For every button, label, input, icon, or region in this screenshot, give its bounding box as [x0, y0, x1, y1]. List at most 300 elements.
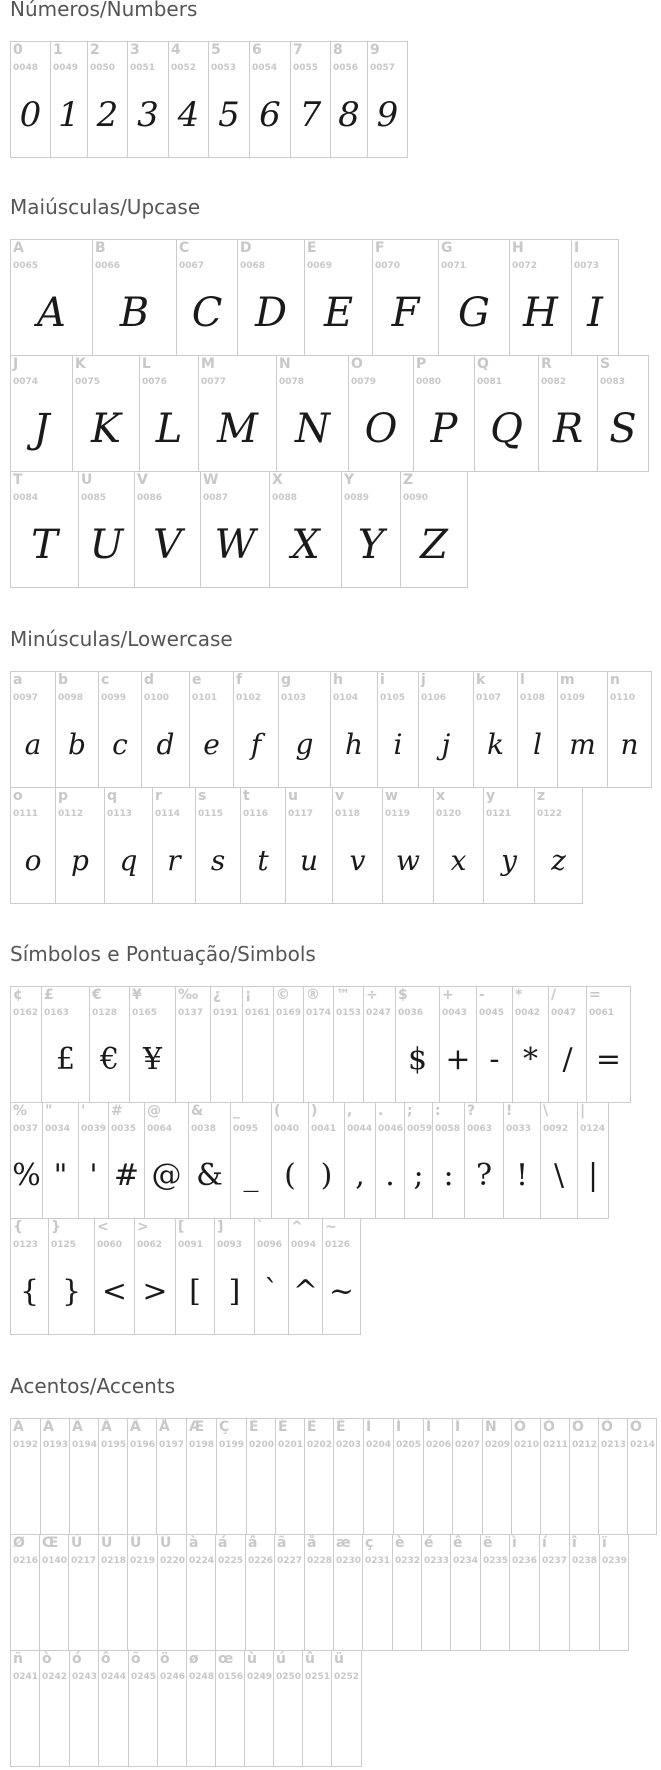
glyph-code-label: 0087 — [203, 493, 229, 503]
glyph-character-label: Q — [477, 356, 489, 372]
glyph-character-label: Ü — [160, 1535, 172, 1551]
glyph-cell — [503, 1102, 541, 1219]
glyph-sample: , — [355, 1158, 365, 1193]
glyph-sample: % — [12, 1158, 41, 1193]
glyph-code-label: 0203 — [336, 1440, 362, 1450]
glyph-character-label: Ë — [336, 1419, 346, 1435]
glyph-character-label: ^ — [291, 1219, 303, 1235]
glyph-code-label: 0121 — [486, 809, 512, 819]
glyph-sample — [512, 1463, 540, 1521]
glyph-code-label: 0235 — [483, 1556, 509, 1566]
glyph-cell — [548, 986, 587, 1103]
glyph-character-label: E — [307, 240, 317, 256]
glyph-grid-upcase — [10, 239, 649, 588]
glyph-cell — [157, 1650, 187, 1767]
glyph-character-label: ó — [72, 1651, 82, 1667]
glyph-code-label: 0137 — [178, 1008, 204, 1018]
glyph-cell — [557, 671, 608, 788]
glyph-cell — [332, 787, 383, 904]
glyph-character-label: D — [240, 240, 252, 256]
glyph-cell — [377, 671, 419, 788]
glyph-sample: ) — [320, 1158, 333, 1193]
glyph-character-label: { — [13, 1219, 23, 1235]
glyph-sample: \ — [553, 1158, 565, 1193]
glyph-code-label: 0118 — [335, 809, 361, 819]
glyph-character-label: l — [520, 672, 525, 688]
glyph-sample — [393, 1579, 421, 1637]
glyph-character-label: A — [13, 240, 24, 256]
glyph-cell — [216, 1418, 247, 1535]
glyph-character-label: ? — [467, 1103, 476, 1119]
glyph-cell — [322, 1218, 361, 1335]
glyph-character-label: 9 — [370, 42, 380, 58]
glyph-character-label: 8 — [333, 42, 343, 58]
glyph-character-label: Ò — [514, 1419, 526, 1435]
glyph-sample — [187, 1695, 215, 1753]
glyph-code-label: 0247 — [366, 1008, 392, 1018]
glyph-character-label: ` — [257, 1219, 264, 1235]
glyph-cell — [367, 41, 408, 158]
glyph-grid-accents — [10, 1418, 657, 1767]
glyph-row — [10, 787, 652, 904]
glyph-code-label: 0196 — [130, 1440, 156, 1450]
glyph-character-label: J — [13, 356, 19, 372]
glyph-code-label: 0051 — [130, 63, 156, 73]
glyph-code-label: 0236 — [512, 1556, 538, 1566]
glyph-character-label: 1 — [53, 42, 63, 58]
glyph-code-label: 0072 — [512, 261, 538, 271]
glyph-code-label: 0097 — [13, 693, 39, 703]
glyph-sample: g — [295, 728, 314, 761]
glyph-code-label: 0219 — [130, 1556, 156, 1566]
glyph-cell — [78, 1102, 109, 1219]
glyph-cell — [215, 1650, 245, 1767]
glyph-code-label: 0052 — [171, 63, 197, 73]
glyph-cell — [278, 671, 331, 788]
glyph-sample — [332, 1695, 361, 1753]
glyph-sample: > — [142, 1274, 168, 1309]
glyph-sample: u — [299, 844, 319, 877]
glyph-cell — [10, 1534, 40, 1651]
glyph-code-label: 0218 — [101, 1556, 127, 1566]
glyph-character-label: å — [307, 1535, 317, 1551]
glyph-code-label: 0058 — [435, 1124, 461, 1134]
glyph-cell — [10, 239, 93, 356]
glyph-code-label: 0248 — [189, 1672, 215, 1682]
glyph-sample — [158, 1695, 186, 1753]
glyph-code-label: 0244 — [101, 1672, 127, 1682]
glyph-cell — [254, 1218, 289, 1335]
glyph-code-label: 0034 — [45, 1124, 71, 1134]
glyph-sample: " — [53, 1158, 68, 1193]
glyph-code-label: 0192 — [13, 1440, 39, 1450]
glyph-sample: a — [24, 728, 42, 761]
glyph-character-label: * — [515, 987, 523, 1003]
glyph-code-label: 0251 — [305, 1672, 331, 1682]
glyph-cell — [273, 986, 304, 1103]
section-title-symbols: Símbolos e Pontuação/Simbols — [10, 942, 316, 966]
glyph-sample: b — [68, 728, 86, 761]
glyph-character-label: À — [13, 1419, 24, 1435]
glyph-cell — [375, 1102, 405, 1219]
glyph-code-label: 0113 — [107, 809, 133, 819]
glyph-code-label: 0116 — [243, 809, 269, 819]
glyph-character-label: e — [192, 672, 202, 688]
glyph-character-label: Ä — [130, 1419, 141, 1435]
glyph-sample: 9 — [376, 95, 399, 135]
glyph-character-label: P — [416, 356, 427, 372]
glyph-character-label: ì — [512, 1535, 517, 1551]
section-title-upcase: Maiúsculas/Upcase — [10, 195, 201, 219]
glyph-character-label: ! — [506, 1103, 513, 1119]
glyph-code-label: 0169 — [276, 1008, 302, 1018]
glyph-code-label: 0068 — [240, 261, 266, 271]
glyph-code-label: 0209 — [485, 1440, 511, 1450]
glyph-sample — [276, 1463, 304, 1521]
glyph-code-label: 0195 — [101, 1440, 127, 1450]
glyph-sample: d — [156, 728, 175, 761]
glyph-code-label: 0228 — [307, 1556, 333, 1566]
glyph-cell — [363, 986, 396, 1103]
glyph-cell — [382, 787, 434, 904]
glyph-sample: p — [71, 844, 89, 877]
glyph-cell — [330, 671, 378, 788]
glyph-cell — [534, 787, 583, 904]
glyph-character-label: H — [512, 240, 524, 256]
glyph-cell — [433, 787, 484, 904]
glyph-character-label: ) — [311, 1103, 318, 1119]
glyph-cell — [273, 1650, 303, 1767]
glyph-code-label: 0250 — [276, 1672, 302, 1682]
glyph-cell — [288, 1218, 323, 1335]
glyph-sample: ` — [264, 1274, 279, 1309]
glyph-code-label: 0122 — [537, 809, 563, 819]
glyph-code-label: 0037 — [13, 1124, 39, 1134]
glyph-code-label: 0112 — [58, 809, 84, 819]
glyph-sample: 6 — [259, 95, 281, 135]
glyph-character-label: Â — [72, 1419, 83, 1435]
glyph-code-label: 0153 — [336, 1008, 362, 1018]
glyph-character-label: î — [572, 1535, 577, 1551]
glyph-row — [10, 1218, 631, 1335]
glyph-code-label: 0083 — [600, 377, 626, 387]
section-title-numbers: Números/Numbers — [10, 0, 198, 21]
glyph-cell — [303, 986, 334, 1103]
glyph-cell — [597, 355, 649, 472]
glyph-sample — [128, 1463, 156, 1521]
glyph-code-label: 0194 — [72, 1440, 98, 1450]
glyph-code-label: 0093 — [217, 1240, 243, 1250]
glyph-sample: H — [523, 290, 558, 336]
glyph-cell — [476, 986, 513, 1103]
glyph-character-label: 3 — [130, 42, 140, 58]
glyph-character-label: ü — [334, 1651, 344, 1667]
glyph-character-label: < — [97, 1219, 109, 1235]
glyph-sample: D — [254, 290, 288, 336]
glyph-sample — [305, 1579, 333, 1637]
glyph-character-label: " — [45, 1103, 53, 1119]
glyph-sample: ' — [89, 1158, 98, 1193]
glyph-sample: f — [250, 728, 262, 761]
glyph-sample — [424, 1463, 452, 1521]
glyph-sample — [600, 1579, 628, 1637]
glyph-cell — [290, 41, 331, 158]
glyph-character-label: q — [107, 788, 118, 804]
glyph-cell — [450, 1534, 481, 1651]
glyph-character-label: h — [333, 672, 343, 688]
glyph-code-label: 0249 — [247, 1672, 273, 1682]
glyph-character-label: o — [13, 788, 23, 804]
glyph-sample: - — [489, 1042, 500, 1077]
glyph-code-label: 0042 — [515, 1008, 541, 1018]
glyph-sample: | — [587, 1158, 599, 1193]
glyph-character-label: / — [551, 987, 557, 1003]
glyph-cell — [304, 239, 373, 356]
glyph-sample — [157, 1463, 186, 1521]
glyph-code-label: 0045 — [479, 1008, 505, 1018]
glyph-sample — [11, 1579, 39, 1637]
glyph-sample: r — [167, 844, 181, 877]
glyph-cell — [127, 1534, 158, 1651]
glyph-sample: s — [210, 844, 226, 877]
glyph-code-label: 0098 — [58, 693, 84, 703]
glyph-character-label: v — [335, 788, 345, 804]
glyph-sample — [40, 1579, 68, 1637]
glyph-sample: : — [443, 1158, 454, 1193]
glyph-row — [10, 471, 649, 588]
glyph-character-label: ê — [453, 1535, 463, 1551]
glyph-code-label: 0100 — [144, 693, 170, 703]
glyph-sample: U — [89, 522, 124, 568]
glyph-code-label: 0119 — [385, 809, 411, 819]
glyph-sample — [274, 1695, 302, 1753]
glyph-sample: e — [203, 728, 220, 761]
glyph-code-label: 0216 — [13, 1556, 39, 1566]
glyph-code-label: 0230 — [336, 1556, 362, 1566]
glyph-character-label: Ô — [572, 1419, 584, 1435]
glyph-cell — [72, 355, 140, 472]
glyph-cell — [395, 986, 440, 1103]
glyph-cell — [156, 1418, 187, 1535]
glyph-row — [10, 1534, 657, 1651]
glyph-sample: ¥ — [142, 1042, 163, 1077]
glyph-cell — [512, 986, 549, 1103]
glyph-sample: = — [595, 1042, 622, 1077]
glyph-code-label: 0140 — [42, 1556, 68, 1566]
glyph-code-label: 0231 — [365, 1556, 391, 1566]
glyph-code-label: 0198 — [189, 1440, 215, 1450]
glyph-code-label: 0161 — [245, 1008, 271, 1018]
glyph-character-label: Ï — [455, 1419, 461, 1435]
glyph-sample: } — [61, 1274, 82, 1309]
glyph-character-label: Ö — [630, 1419, 642, 1435]
glyph-cell — [78, 471, 135, 588]
glyph-character-label: O — [351, 356, 363, 372]
glyph-code-label: 0252 — [334, 1672, 360, 1682]
glyph-code-label: 0225 — [218, 1556, 244, 1566]
section-title-lowercase: Minúsculas/Lowercase — [10, 627, 233, 651]
glyph-sample — [599, 1463, 627, 1521]
glyph-code-label: 0041 — [311, 1124, 337, 1134]
glyph-sample: T — [31, 522, 58, 568]
glyph-sample — [303, 1695, 331, 1753]
glyph-character-label: É — [278, 1419, 288, 1435]
glyph-code-label: 0088 — [272, 493, 298, 503]
glyph-cell — [98, 671, 142, 788]
glyph-cell — [302, 1650, 332, 1767]
glyph-character-label: Ø — [13, 1535, 25, 1551]
glyph-code-label: 0070 — [375, 261, 401, 271]
glyph-sample: G — [458, 290, 490, 336]
glyph-cell — [372, 239, 439, 356]
glyph-character-label: ô — [101, 1651, 111, 1667]
glyph-sample: E — [323, 290, 354, 336]
glyph-cell — [208, 41, 250, 158]
glyph-row — [10, 986, 631, 1103]
glyph-sample: t — [257, 844, 269, 877]
glyph-code-label: 0089 — [344, 493, 370, 503]
glyph-sample — [364, 1463, 393, 1521]
glyph-character-label: í — [542, 1535, 547, 1551]
glyph-sample: F — [391, 290, 420, 336]
glyph-character-label: à — [189, 1535, 199, 1551]
glyph-character-label: K — [75, 356, 86, 372]
glyph-sample: J — [33, 406, 50, 452]
glyph-sample: ] — [228, 1274, 241, 1309]
glyph-character-label: ~ — [325, 1219, 337, 1235]
glyph-sample: Q — [490, 406, 523, 452]
glyph-character-label: C — [179, 240, 190, 256]
glyph-code-label: 0200 — [249, 1440, 275, 1450]
glyph-character-label: Œ — [42, 1535, 59, 1551]
glyph-character-label: Ì — [366, 1419, 372, 1435]
glyph-sample: 3 — [137, 95, 159, 135]
glyph-cell — [40, 1418, 70, 1535]
glyph-cell — [10, 355, 73, 472]
glyph-character-label: Ñ — [485, 1419, 497, 1435]
glyph-sample: ? — [475, 1158, 493, 1193]
glyph-character-label: B — [95, 240, 106, 256]
glyph-character-label: a — [13, 672, 23, 688]
glyph-cell — [144, 1102, 189, 1219]
glyph-cell — [186, 1534, 216, 1651]
glyph-code-label: 0063 — [467, 1124, 493, 1134]
glyph-cell — [400, 471, 468, 588]
glyph-cell — [276, 355, 349, 472]
glyph-cell — [175, 1218, 215, 1335]
glyph-code-label: 0117 — [288, 809, 314, 819]
glyph-sample: 7 — [299, 95, 322, 135]
glyph-code-label: 0156 — [218, 1672, 244, 1682]
glyph-character-label: c — [101, 672, 110, 688]
glyph-character-label: ç — [365, 1535, 374, 1551]
glyph-cell — [392, 1534, 422, 1651]
glyph-cell — [10, 787, 56, 904]
glyph-character-label: b — [58, 672, 69, 688]
glyph-sample: L — [155, 406, 183, 452]
glyph-code-label: 0165 — [132, 1008, 158, 1018]
glyph-cell — [94, 1218, 135, 1335]
glyph-code-label: 0066 — [95, 261, 121, 271]
glyph-cell — [157, 1534, 187, 1651]
glyph-cell — [214, 1218, 255, 1335]
glyph-code-label: 0091 — [178, 1240, 204, 1250]
glyph-character-label: 6 — [252, 42, 262, 58]
glyph-code-label: 0234 — [453, 1556, 479, 1566]
glyph-cell — [511, 1418, 541, 1535]
glyph-cell — [195, 787, 241, 904]
glyph-code-label: 0120 — [436, 809, 462, 819]
glyph-row — [10, 1650, 657, 1767]
glyph-character-label: I — [574, 240, 580, 256]
glyph-sample: o — [24, 844, 42, 877]
glyph-code-label: 0049 — [53, 63, 79, 73]
glyph-character-label: G — [441, 240, 453, 256]
glyph-code-label: 0207 — [455, 1440, 481, 1450]
glyph-grid-lowercase — [10, 671, 652, 904]
glyph-cell — [363, 1418, 394, 1535]
glyph-cell — [271, 1102, 309, 1219]
glyph-character-label: @ — [147, 1103, 161, 1119]
glyph-code-label: 0124 — [580, 1124, 606, 1134]
glyph-sample — [129, 1695, 157, 1753]
glyph-character-label: ñ — [13, 1651, 23, 1667]
glyph-sample — [158, 1579, 186, 1637]
glyph-sample: A — [37, 290, 66, 336]
glyph-character-label: d — [144, 672, 155, 688]
glyph-sample — [70, 1463, 98, 1521]
glyph-cell — [242, 986, 274, 1103]
glyph-character-label: ' — [81, 1103, 86, 1119]
glyph-character-label: - — [479, 987, 485, 1003]
glyph-cell — [598, 1418, 628, 1535]
glyph-code-label: 0238 — [572, 1556, 598, 1566]
glyph-cell — [240, 787, 286, 904]
glyph-cell — [438, 239, 510, 356]
glyph-code-label: 0206 — [426, 1440, 452, 1450]
glyph-character-label: M — [201, 356, 215, 372]
glyph-code-label: 0114 — [155, 809, 181, 819]
glyph-sample — [69, 1579, 98, 1637]
glyph-code-label: 0102 — [236, 693, 262, 703]
glyph-character-label: [ — [178, 1219, 185, 1235]
glyph-cell — [308, 1102, 345, 1219]
glyph-character-label: 0 — [13, 42, 23, 58]
glyph-character-label: i — [380, 672, 385, 688]
glyph-code-label: 0220 — [160, 1556, 186, 1566]
glyph-sample — [483, 1463, 511, 1521]
glyph-character-label: ¥ — [132, 987, 142, 1003]
glyph-code-label: 0099 — [101, 693, 127, 703]
glyph-sample — [11, 1463, 40, 1521]
glyph-character-label: â — [248, 1535, 258, 1551]
glyph-sample: M — [217, 406, 258, 452]
glyph-code-label: 0211 — [543, 1440, 569, 1450]
glyph-character-label: ã — [277, 1535, 287, 1551]
glyph-character-label: æ — [336, 1535, 351, 1551]
glyph-code-label: 0048 — [13, 63, 39, 73]
glyph-character-label: ¢ — [13, 987, 23, 1003]
glyph-cell — [69, 1650, 99, 1767]
glyph-code-label: 0199 — [219, 1440, 245, 1450]
glyph-character-label: ‰ — [178, 987, 199, 1003]
glyph-row — [10, 1102, 631, 1219]
glyph-code-label: 0210 — [514, 1440, 540, 1450]
glyph-sample — [99, 1579, 127, 1637]
glyph-code-label: 0201 — [278, 1440, 304, 1450]
glyph-sample: € — [99, 1042, 120, 1077]
glyph-cell — [188, 1102, 231, 1219]
